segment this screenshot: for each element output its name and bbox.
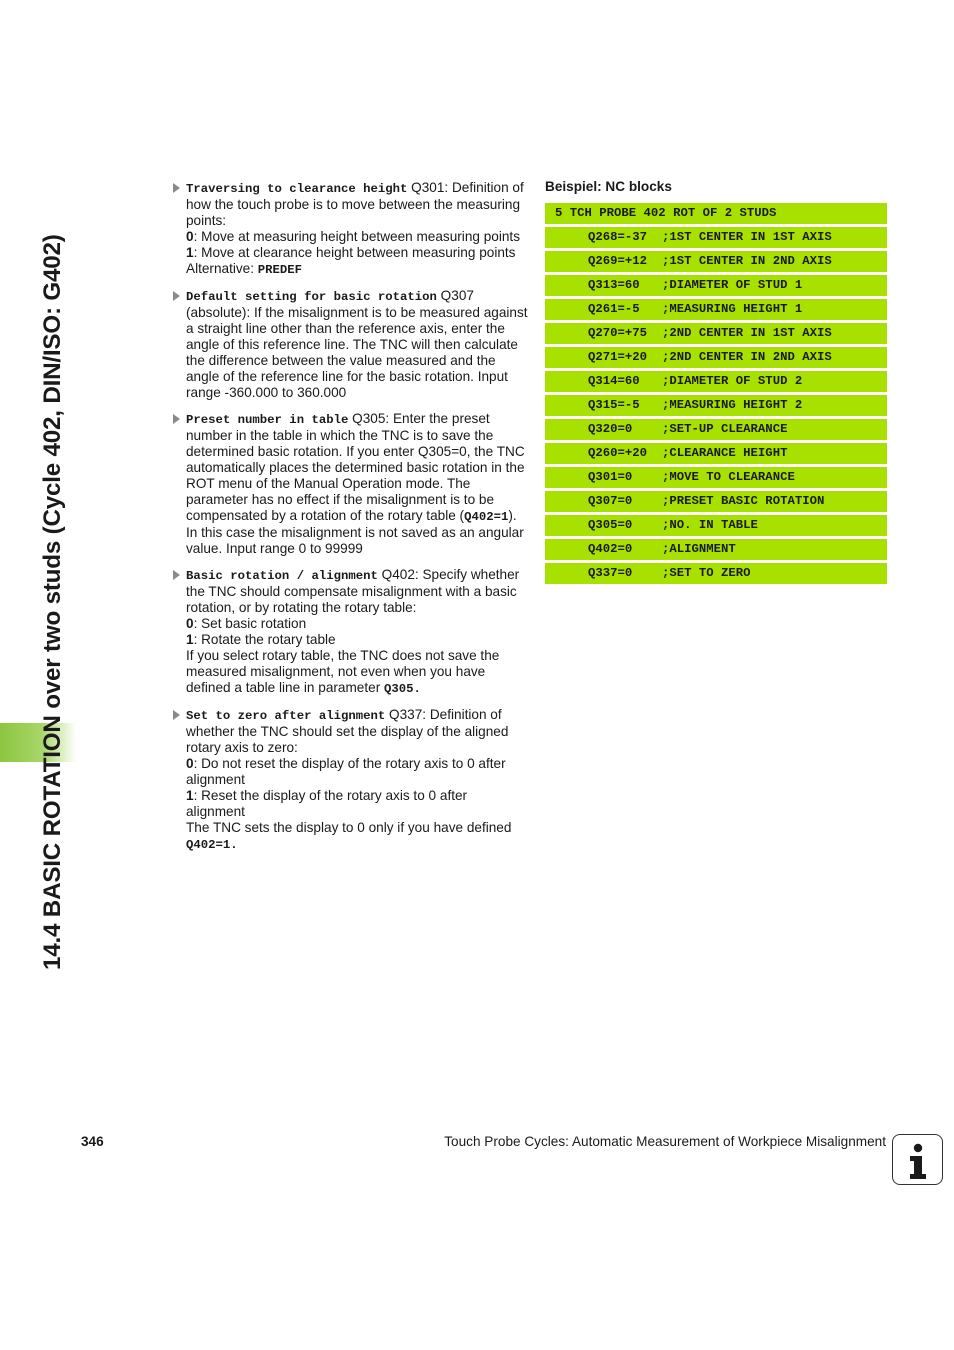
bullet-arrow-icon [173, 414, 180, 424]
nc-comment: ;DIAMETER OF STUD 1 [662, 278, 803, 292]
nc-comment: ;2ND CENTER IN 2ND AXIS [662, 350, 832, 364]
bullet-arrow-icon [173, 183, 180, 193]
nc-comment: ;2ND CENTER IN 1ST AXIS [662, 326, 832, 340]
nc-comment: ;SET-UP CLEARANCE [662, 422, 788, 436]
nc-block-line [545, 395, 887, 416]
nc-block-line [545, 539, 887, 560]
option-line: 0: Set basic rotation [186, 616, 307, 631]
nc-param: Q402=0 [588, 542, 633, 556]
nc-block-line [545, 563, 887, 584]
nc-block-line [545, 227, 887, 248]
nc-block-line [545, 251, 887, 272]
nc-block-line [545, 515, 887, 536]
nc-block-line [545, 467, 887, 488]
nc-param: Q337=0 [588, 566, 633, 580]
info-icon [892, 1134, 943, 1185]
nc-comment: ;NO. IN TABLE [662, 518, 758, 532]
nc-block-head: 5 TCH PROBE 402 ROT OF 2 STUDS [545, 203, 887, 224]
param-q307 [173, 288, 528, 401]
nc-comment: ;DIAMETER OF STUD 2 [662, 374, 803, 388]
nc-block-list [545, 227, 887, 584]
param-description: Q402: Specify whether the TNC should compensate misalignment with a basic rotation, or by rotating the rotary table: [186, 567, 520, 615]
option-line: 0: Do not reset the display of the rotary axis to 0 after alignment [186, 756, 506, 787]
param-q301 [173, 180, 528, 278]
param-description: Q301: Definition of how the touch probe is to move between the measuring points: [186, 180, 524, 228]
param-name: Set to zero after alignment [186, 709, 386, 723]
param-description: Q337: Definition of whether the TNC should set the display of the aligned rotary axis to zero: [186, 707, 509, 755]
nc-block-line [545, 371, 887, 392]
nc-param: Q268=-37 [588, 230, 648, 244]
param-description: Q307 (absolute): If the misalignment is to be measured against a straight line other than the reference axis, enter the angle of this reference line. The TNC will then calculate the difference between the value measured and the angle of the reference line for the basic rotation. Input range -360.000 to 360.000 [186, 288, 528, 400]
running-footer: Touch Probe Cycles: Automatic Measurement of Workpiece Misalignment [444, 1134, 886, 1149]
nc-param: Q307=0 [588, 494, 633, 508]
nc-example [545, 179, 887, 587]
nc-comment: ;MEASURING HEIGHT 1 [662, 302, 803, 316]
nc-block-line [545, 491, 887, 512]
param-name: Preset number in table [186, 413, 349, 427]
param-q337 [173, 707, 528, 853]
nc-param: Q314=60 [588, 374, 640, 388]
bullet-arrow-icon [173, 710, 180, 720]
inline-code: Q402=1 [464, 510, 509, 524]
nc-comment: ;ALIGNMENT [662, 542, 736, 556]
bullet-arrow-icon [173, 291, 180, 301]
bullet-arrow-icon [173, 570, 180, 580]
nc-param: Q271=+20 [588, 350, 648, 364]
nc-block-line [545, 275, 887, 296]
note-line: The TNC sets the display to 0 only if you have defined Q402=1. [186, 820, 512, 852]
nc-param: Q320=0 [588, 422, 633, 436]
nc-comment: ;CLEARANCE HEIGHT [662, 446, 788, 460]
option-line: 1: Rotate the rotary table [186, 632, 336, 647]
nc-param: Q301=0 [588, 470, 633, 484]
nc-param: Q260=+20 [588, 446, 648, 460]
nc-comment: ;MEASURING HEIGHT 2 [662, 398, 803, 412]
nc-param: Q305=0 [588, 518, 633, 532]
nc-param: Q315=-5 [588, 398, 640, 412]
nc-param: Q261=-5 [588, 302, 640, 316]
parameter-list [173, 180, 528, 863]
nc-block-line [545, 299, 887, 320]
nc-block-line [545, 323, 887, 344]
chapter-heading-text: 14.4 BASIC ROTATION over two studs (Cycle 402, DIN/ISO: G402) [39, 234, 66, 970]
param-name: Basic rotation / alignment [186, 569, 378, 583]
option-line: 1: Move at clearance height between measuring points [186, 245, 516, 260]
nc-comment: ;SET TO ZERO [662, 566, 751, 580]
option-line: 1: Reset the display of the rotary axis to 0 after alignment [186, 788, 468, 819]
nc-block-line [545, 443, 887, 464]
param-description: Q305: Enter the preset number in the table in which the TNC is to save the determined basic rotation. If you enter Q305=0, the TNC automatically places the determined basic rotation in the ROT menu of the Manual Operation mode. The parameter has no effect if the misalignment is to be compensated by a rotation of the rotary table ( [186, 411, 525, 523]
nc-param: Q269=+12 [588, 254, 648, 268]
option-line: 0: Move at measuring height between measuring points [186, 229, 520, 244]
note-line: If you select rotary table, the TNC does not save the measured misalignment, not even when you have defined a table line in parameter Q305. [186, 648, 500, 696]
nc-param: Q270=+75 [588, 326, 648, 340]
param-name: Traversing to clearance height [186, 182, 408, 196]
example-title: Beispiel: NC blocks [545, 179, 672, 194]
nc-block-line [545, 347, 887, 368]
param-q402 [173, 567, 528, 697]
nc-comment: ;1ST CENTER IN 1ST AXIS [662, 230, 832, 244]
param-name: Default setting for basic rotation [186, 290, 437, 304]
param-description-tail: ). In this case the misalignment is not saved as an angular value. Input range 0 to 99999 [186, 508, 524, 556]
nc-comment: ;1ST CENTER IN 2ND AXIS [662, 254, 832, 268]
nc-param: Q313=60 [588, 278, 640, 292]
nc-block-line [545, 419, 887, 440]
param-q305 [173, 411, 528, 557]
alternative-line: Alternative: PREDEF [186, 261, 303, 277]
nc-comment: ;PRESET BASIC ROTATION [662, 494, 825, 508]
chapter-heading [26, 180, 80, 970]
page-number: 346 [81, 1134, 104, 1149]
nc-comment: ;MOVE TO CLEARANCE [662, 470, 795, 484]
